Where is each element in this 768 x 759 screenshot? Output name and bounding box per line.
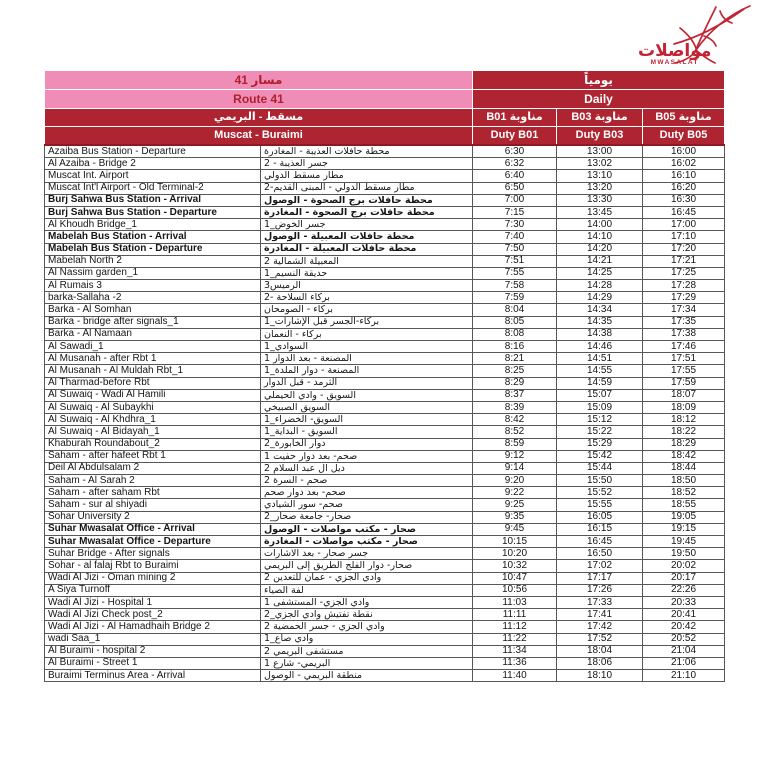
table-row [45,450,725,462]
time-cell-duty-b03: 16:05 [557,511,643,523]
duty-b05-header-en: Duty B05 [643,127,725,146]
stop-name-en-cell: Al Suwaiq - Al Subaykhi [45,401,261,413]
time-cell-duty-b05: 20:17 [643,572,725,584]
duty-b01-header-ar: مناوبة B01 [473,109,557,127]
route-41-timetable [44,70,725,682]
table-row [45,219,725,231]
time-cell-duty-b05: 18:55 [643,499,725,511]
time-cell-duty-b03: 14:20 [557,243,643,255]
stop-name-en-cell: Al Nassim garden_1 [45,267,261,279]
table-row [45,548,725,560]
time-cell-duty-b05: 18:12 [643,414,725,426]
time-cell-duty-b03: 13:20 [557,182,643,194]
time-cell-duty-b05: 19:05 [643,511,725,523]
stop-name-en-cell: Al Musanah - after Rbt 1 [45,353,261,365]
table-row [45,633,725,645]
table-row [45,475,725,487]
time-cell-duty-b05: 17:59 [643,377,725,389]
time-cell-duty-b03: 15:09 [557,401,643,413]
stop-name-ar-cell: بركاء-الجسر قبل الإشارات_1 [261,316,473,328]
time-cell-duty-b03: 14:46 [557,341,643,353]
time-cell-duty-b03: 14:21 [557,255,643,267]
time-cell-duty-b01: 11:34 [473,645,557,657]
time-cell-duty-b01: 8:39 [473,401,557,413]
time-cell-duty-b03: 14:34 [557,304,643,316]
time-cell-duty-b03: 14:29 [557,292,643,304]
stop-name-ar-cell: صحم- بعد دوار صحم [261,487,473,499]
stop-name-en-cell: Sohar University 2 [45,511,261,523]
stop-name-ar-cell: صحم - السرة 2 [261,475,473,487]
logo-latin-wordmark: MWASALAT [650,58,699,66]
stop-name-en-cell: Al Suwaiq - Al Bidayah_1 [45,426,261,438]
time-cell-duty-b05: 18:52 [643,487,725,499]
stop-name-en-cell: Mabelah Bus Station - Arrival [45,231,261,243]
time-cell-duty-b01: 6:30 [473,145,557,158]
table-row [45,438,725,450]
table-row [45,267,725,279]
stop-name-en-cell: Muscat Int'l Airport - Old Terminal-2 [45,182,261,194]
time-cell-duty-b05: 20:02 [643,560,725,572]
time-cell-duty-b03: 14:10 [557,231,643,243]
stop-name-ar-cell: السويق الصبيخي [261,401,473,413]
time-cell-duty-b01: 8:21 [473,353,557,365]
stop-name-ar-cell: محطة حافلات العذيبة - المغادرة [261,145,473,158]
time-cell-duty-b05: 16:00 [643,145,725,158]
time-cell-duty-b05: 18:29 [643,438,725,450]
stop-name-ar-cell: السويق - البداية_1 [261,426,473,438]
duty-b01-header-en: Duty B01 [473,127,557,146]
time-cell-duty-b01: 10:20 [473,548,557,560]
time-cell-duty-b05: 16:45 [643,206,725,218]
stop-name-ar-cell: بركاء السلاحة -2 [261,292,473,304]
time-cell-duty-b01: 9:35 [473,511,557,523]
stop-name-ar-cell: صحار - مكتب مواصلات - المغادرة [261,536,473,548]
stop-name-ar-cell: وادي الجزي - جسر الحمضية 2 [261,621,473,633]
stop-name-en-cell: Al Suwaiq - Wadi Al Hamili [45,389,261,401]
stop-name-en-cell: Suhar Bridge - After signals [45,548,261,560]
stop-name-en-cell: Burj Sahwa Bus Station - Arrival [45,194,261,206]
time-cell-duty-b05: 17:34 [643,304,725,316]
table-row [45,462,725,474]
time-cell-duty-b01: 7:40 [473,231,557,243]
logo-arabic-wordmark: مواصلات [638,40,712,60]
time-cell-duty-b03: 18:06 [557,657,643,669]
time-cell-duty-b01: 9:14 [473,462,557,474]
time-cell-duty-b05: 20:33 [643,596,725,608]
time-cell-duty-b05: 20:41 [643,609,725,621]
stop-name-en-cell: barka-Sallaha -2 [45,292,261,304]
time-cell-duty-b01: 11:36 [473,657,557,669]
time-cell-duty-b03: 13:02 [557,158,643,170]
table-row [45,304,725,316]
time-cell-duty-b05: 18:50 [643,475,725,487]
time-cell-duty-b01: 7:59 [473,292,557,304]
stop-name-en-cell: Al Buraimi - Street 1 [45,657,261,669]
table-row [45,243,725,255]
time-cell-duty-b03: 15:12 [557,414,643,426]
stop-name-ar-cell: البريمي- شارع 1 [261,657,473,669]
time-cell-duty-b01: 8:04 [473,304,557,316]
stop-name-ar-cell: نقطة تفتيش وادي الجزي_2 [261,609,473,621]
stop-name-ar-cell: السوادي_1 [261,341,473,353]
time-cell-duty-b03: 13:00 [557,145,643,158]
time-cell-duty-b03: 14:28 [557,280,643,292]
time-cell-duty-b01: 7:00 [473,194,557,206]
time-cell-duty-b01: 10:15 [473,536,557,548]
stop-name-en-cell: Burj Sahwa Bus Station - Departure [45,206,261,218]
table-row [45,316,725,328]
stop-name-ar-cell: دوار الخابورة_2 [261,438,473,450]
time-cell-duty-b05: 17:55 [643,365,725,377]
time-cell-duty-b03: 14:35 [557,316,643,328]
stop-name-en-cell: Al Sawadi_1 [45,341,261,353]
time-cell-duty-b01: 7:55 [473,267,557,279]
time-cell-duty-b01: 9:25 [473,499,557,511]
table-row [45,365,725,377]
time-cell-duty-b03: 14:25 [557,267,643,279]
time-cell-duty-b05: 16:20 [643,182,725,194]
time-cell-duty-b05: 16:30 [643,194,725,206]
stop-name-en-cell: Wadi Al Jizi - Hospital 1 [45,596,261,608]
table-row [45,182,725,194]
time-cell-duty-b05: 19:15 [643,523,725,535]
table-row [45,194,725,206]
stop-name-en-cell: Saham - after saham Rbt [45,487,261,499]
stop-name-ar-cell: محطة حافلات برج الصحوة - المغادرة [261,206,473,218]
stop-name-en-cell: Al Suwaiq - Al Khdhra_1 [45,414,261,426]
timetable-header [45,71,725,146]
stop-name-ar-cell: المصنعة - بعد الدوار 1 [261,353,473,365]
stop-name-en-cell: Deil Al Abdulsalam 2 [45,462,261,474]
stop-name-ar-cell: محطة حافلات المعبيلة - الوصول [261,231,473,243]
time-cell-duty-b01: 11:11 [473,609,557,621]
time-cell-duty-b05: 16:10 [643,170,725,182]
stop-name-en-cell: Khaburah Roundabout_2 [45,438,261,450]
stop-name-ar-cell: وادي صاع_1 [261,633,473,645]
corridor-en: Muscat - Buraimi [45,127,473,146]
table-row [45,231,725,243]
table-row [45,377,725,389]
stop-name-ar-cell: محطة حافلات برج الصحوة - الوصول [261,194,473,206]
time-cell-duty-b01: 8:37 [473,389,557,401]
time-cell-duty-b01: 11:40 [473,670,557,682]
stop-name-en-cell: Saham - sur al shiyadi [45,499,261,511]
stop-name-ar-cell: المصنعة - دوار الملدة_1 [261,365,473,377]
stop-name-en-cell: Muscat Int. Airport [45,170,261,182]
time-cell-duty-b01: 7:30 [473,219,557,231]
time-cell-duty-b03: 15:07 [557,389,643,401]
stop-name-ar-cell: الرميس3 [261,280,473,292]
time-cell-duty-b01: 10:56 [473,584,557,596]
time-cell-duty-b03: 15:44 [557,462,643,474]
stop-name-ar-cell: صحار - مكتب مواصلات - الوصول [261,523,473,535]
time-cell-duty-b05: 17:10 [643,231,725,243]
time-cell-duty-b03: 17:33 [557,596,643,608]
route-title-en: Route 41 [45,90,473,109]
time-cell-duty-b03: 17:02 [557,560,643,572]
stop-name-ar-cell: صحم- بعد دوار حفيت 1 [261,450,473,462]
time-cell-duty-b05: 19:50 [643,548,725,560]
stop-name-ar-cell: صحم- سور الشيادي [261,499,473,511]
time-cell-duty-b03: 13:45 [557,206,643,218]
table-row [45,158,725,170]
table-row [45,145,725,158]
timetable-body [45,145,725,682]
stop-name-en-cell: Al Musanah - Al Muldah Rbt_1 [45,365,261,377]
table-row [45,170,725,182]
time-cell-duty-b03: 14:59 [557,377,643,389]
time-cell-duty-b05: 17:51 [643,353,725,365]
time-cell-duty-b01: 7:15 [473,206,557,218]
table-row [45,645,725,657]
stop-name-ar-cell: صحار- دوار الفلج الطريق إلى البريمي [261,560,473,572]
time-cell-duty-b01: 8:16 [473,341,557,353]
stop-name-en-cell: Al Azaiba - Bridge 2 [45,158,261,170]
time-cell-duty-b03: 14:00 [557,219,643,231]
time-cell-duty-b05: 17:00 [643,219,725,231]
stop-name-en-cell: Barka - Al Somhan [45,304,261,316]
stop-name-ar-cell: مطار مسقط الدولي - المبنى القديم-2 [261,182,473,194]
table-row [45,670,725,682]
stop-name-ar-cell: جسر العذيبة - 2 [261,158,473,170]
time-cell-duty-b01: 6:50 [473,182,557,194]
stop-name-ar-cell: السويق- الخضراء_1 [261,414,473,426]
time-cell-duty-b01: 8:08 [473,328,557,340]
time-cell-duty-b03: 15:55 [557,499,643,511]
time-cell-duty-b03: 17:52 [557,633,643,645]
time-cell-duty-b05: 17:28 [643,280,725,292]
time-cell-duty-b01: 9:45 [473,523,557,535]
time-cell-duty-b03: 13:30 [557,194,643,206]
stop-name-en-cell: Al Rumais 3 [45,280,261,292]
stop-name-en-cell: Suhar Mwasalat Office - Arrival [45,523,261,535]
time-cell-duty-b01: 10:47 [473,572,557,584]
stop-name-ar-cell: منطقة البريمي - الوصول [261,670,473,682]
time-cell-duty-b03: 14:38 [557,328,643,340]
time-cell-duty-b05: 17:20 [643,243,725,255]
time-cell-duty-b05: 22:26 [643,584,725,596]
table-row [45,414,725,426]
stop-name-ar-cell: وادي الجزي - عمان للتعدين 2 [261,572,473,584]
time-cell-duty-b05: 17:35 [643,316,725,328]
time-cell-duty-b03: 15:50 [557,475,643,487]
table-row [45,401,725,413]
time-cell-duty-b03: 17:26 [557,584,643,596]
time-cell-duty-b01: 11:22 [473,633,557,645]
table-row [45,426,725,438]
table-row [45,280,725,292]
time-cell-duty-b01: 8:42 [473,414,557,426]
time-cell-duty-b05: 21:06 [643,657,725,669]
table-row [45,255,725,267]
time-cell-duty-b03: 15:22 [557,426,643,438]
stop-name-en-cell: A Siya Turnoff [45,584,261,596]
time-cell-duty-b01: 11:12 [473,621,557,633]
stop-name-en-cell: Barka - Al Namaan [45,328,261,340]
time-cell-duty-b05: 17:38 [643,328,725,340]
stop-name-ar-cell: السويق - وادي الحيملي [261,389,473,401]
stop-name-en-cell: Saham - after hafeet Rbt 1 [45,450,261,462]
table-row [45,657,725,669]
time-cell-duty-b05: 19:45 [643,536,725,548]
time-cell-duty-b03: 16:15 [557,523,643,535]
time-cell-duty-b05: 21:04 [643,645,725,657]
stop-name-ar-cell: مطار مسقط الدولي [261,170,473,182]
time-cell-duty-b01: 8:25 [473,365,557,377]
time-cell-duty-b03: 13:10 [557,170,643,182]
time-cell-duty-b05: 20:52 [643,633,725,645]
time-cell-duty-b01: 8:05 [473,316,557,328]
stop-name-en-cell: wadi Saa_1 [45,633,261,645]
stop-name-ar-cell: المعبيلة الشمالية 2 [261,255,473,267]
time-cell-duty-b03: 17:42 [557,621,643,633]
duty-b03-header-ar: مناوبة B03 [557,109,643,127]
table-row [45,609,725,621]
time-cell-duty-b03: 16:50 [557,548,643,560]
time-cell-duty-b01: 11:03 [473,596,557,608]
time-cell-duty-b03: 18:10 [557,670,643,682]
stop-name-ar-cell: مستشفى البريمي 2 [261,645,473,657]
frequency-en: Daily [473,90,725,109]
time-cell-duty-b05: 18:22 [643,426,725,438]
time-cell-duty-b03: 16:45 [557,536,643,548]
stop-name-ar-cell: جسر صحار - بعد الاشارات [261,548,473,560]
time-cell-duty-b03: 15:42 [557,450,643,462]
time-cell-duty-b05: 18:42 [643,450,725,462]
table-row [45,584,725,596]
stop-name-ar-cell: ديل آل عبد السلام 2 [261,462,473,474]
stop-name-en-cell: Suhar Mwasalat Office - Departure [45,536,261,548]
stop-name-ar-cell: صحار- جامعة صحار_2 [261,511,473,523]
corridor-ar: مسقط - البريمي [45,109,473,127]
time-cell-duty-b03: 15:52 [557,487,643,499]
table-row [45,560,725,572]
time-cell-duty-b05: 17:46 [643,341,725,353]
stop-name-ar-cell: بركاء - الصومحان [261,304,473,316]
stop-name-en-cell: Al Khoudh Bridge_1 [45,219,261,231]
table-row [45,341,725,353]
duty-b03-header-en: Duty B03 [557,127,643,146]
time-cell-duty-b01: 8:29 [473,377,557,389]
table-row [45,389,725,401]
stop-name-en-cell: Sohar - al falaj Rbt to Buraimi [45,560,261,572]
stop-name-ar-cell: جسر الخوض_1 [261,219,473,231]
time-cell-duty-b01: 9:12 [473,450,557,462]
time-cell-duty-b01: 9:20 [473,475,557,487]
stop-name-en-cell: Wadi Al Jizi Check post_2 [45,609,261,621]
stop-name-ar-cell: لفة الصياء [261,584,473,596]
stop-name-en-cell: Saham - Al Sarah 2 [45,475,261,487]
duty-b05-header-ar: مناوبة B05 [643,109,725,127]
time-cell-duty-b03: 18:04 [557,645,643,657]
time-cell-duty-b05: 16:02 [643,158,725,170]
time-cell-duty-b05: 17:21 [643,255,725,267]
time-cell-duty-b01: 8:52 [473,426,557,438]
stop-name-en-cell: Azaiba Bus Station - Departure [45,145,261,158]
time-cell-duty-b05: 17:25 [643,267,725,279]
table-row [45,487,725,499]
time-cell-duty-b01: 6:40 [473,170,557,182]
stop-name-ar-cell: بركاء - النعمان [261,328,473,340]
time-cell-duty-b01: 8:59 [473,438,557,450]
stop-name-en-cell: Wadi Al Jizi - Oman mining 2 [45,572,261,584]
stop-name-ar-cell: وادي الجزي- المستشفى 1 [261,596,473,608]
table-row [45,499,725,511]
stop-name-en-cell: Al Buraimi - hospital 2 [45,645,261,657]
time-cell-duty-b03: 14:51 [557,353,643,365]
table-row [45,621,725,633]
stop-name-en-cell: Al Tharmad-before Rbt [45,377,261,389]
table-row [45,572,725,584]
time-cell-duty-b03: 15:29 [557,438,643,450]
time-cell-duty-b05: 20:42 [643,621,725,633]
time-cell-duty-b01: 7:50 [473,243,557,255]
time-cell-duty-b03: 17:41 [557,609,643,621]
frequency-ar: يومياً [473,71,725,90]
time-cell-duty-b05: 21:10 [643,670,725,682]
table-row [45,292,725,304]
time-cell-duty-b01: 7:51 [473,255,557,267]
stop-name-en-cell: Wadi Al Jizi - Al Hamadhaih Bridge 2 [45,621,261,633]
time-cell-duty-b05: 18:09 [643,401,725,413]
table-row [45,536,725,548]
time-cell-duty-b03: 17:17 [557,572,643,584]
table-row [45,353,725,365]
table-row [45,206,725,218]
stop-name-en-cell: Buraimi Terminus Area - Arrival [45,670,261,682]
stop-name-ar-cell: محطة حافلات المعبيلة - المغادرة [261,243,473,255]
stop-name-ar-cell: حديقة النسيم_1 [261,267,473,279]
time-cell-duty-b01: 7:58 [473,280,557,292]
mwasalat-logo [638,4,756,66]
time-cell-duty-b01: 9:22 [473,487,557,499]
stop-name-en-cell: Mabelah Bus Station - Departure [45,243,261,255]
stop-name-ar-cell: الثرمد - قبل الدوار [261,377,473,389]
table-row [45,328,725,340]
time-cell-duty-b01: 10:32 [473,560,557,572]
time-cell-duty-b01: 6:32 [473,158,557,170]
time-cell-duty-b05: 17:29 [643,292,725,304]
table-row [45,596,725,608]
route-title-ar: مسار 41 [45,71,473,90]
time-cell-duty-b05: 18:07 [643,389,725,401]
table-row [45,523,725,535]
stop-name-en-cell: Mabelah North 2 [45,255,261,267]
stop-name-en-cell: Barka - bridge after signals_1 [45,316,261,328]
time-cell-duty-b03: 14:55 [557,365,643,377]
table-row [45,511,725,523]
time-cell-duty-b05: 18:44 [643,462,725,474]
